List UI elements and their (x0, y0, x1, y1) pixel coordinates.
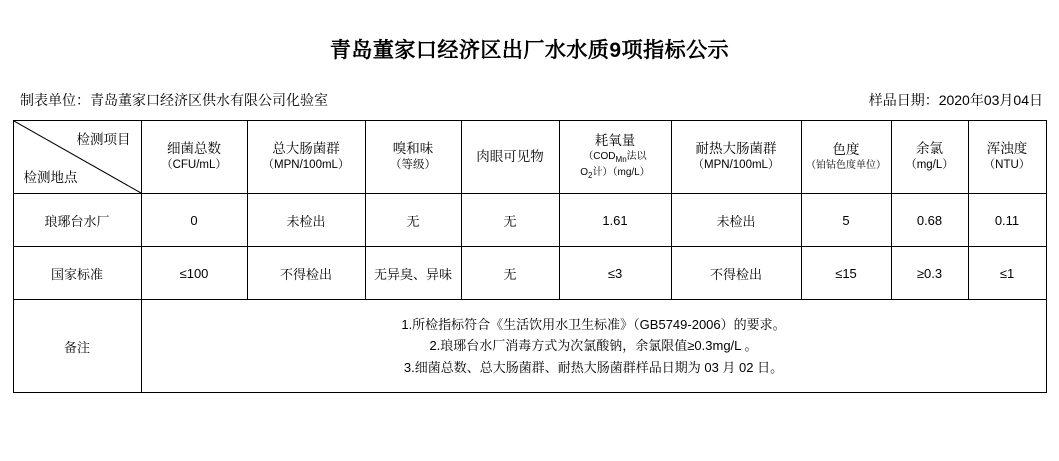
cell-total-coliform: 未检出 (247, 194, 365, 247)
meta-row (0, 90, 1059, 110)
cell-turbidity: 0.11 (968, 194, 1046, 247)
column-unit: （铂钴色度单位） (806, 160, 886, 172)
column-name: 耐热大肠菌群 (695, 141, 777, 157)
cell-total-coliform: 不得检出 (247, 247, 365, 300)
sample-date-label: 样品日期：2020年03月04日 (868, 92, 1043, 108)
remark-line-3: 3.细菌总数、总大肠菌群、耐热大肠菌群样品日期为 03 月 02 日。 (403, 359, 784, 375)
water-quality-table (13, 120, 1047, 393)
column-unit: （MPN/100mL） (262, 159, 350, 172)
table-row (13, 247, 1046, 300)
column-name: 色度 (832, 142, 860, 158)
column-name: 嗅和味 (392, 141, 434, 157)
corner-top-label: 检测项目 (76, 132, 131, 147)
column-unit: （CFU/mL） (161, 159, 227, 172)
remark-row (13, 300, 1046, 393)
column-unit: （NTU） (983, 159, 1031, 172)
column-header-total-coliform (247, 121, 365, 194)
column-name: 余氯 (916, 141, 943, 157)
cell-bacteria-count: ≤100 (141, 247, 247, 300)
corner-bottom-label: 检测地点 (23, 170, 78, 185)
cell-oxygen-consumption: 1.61 (559, 194, 671, 247)
column-header-bacteria-count (141, 121, 247, 194)
column-header-oxygen-consumption (559, 121, 671, 194)
cell-chromaticity: ≤15 (801, 247, 891, 300)
column-unit: （等级） (390, 159, 436, 172)
column-header-visible-matter (461, 121, 559, 194)
column-unit: （mg/L） (905, 159, 954, 172)
column-header-thermotolerant-coliform (671, 121, 801, 194)
column-name: 肉眼可见物 (476, 148, 544, 164)
column-name: 细菌总数 (167, 141, 221, 157)
cell-odor-taste: 无异臭、异味 (365, 247, 461, 300)
column-header-chromaticity (801, 121, 891, 194)
remark-body (141, 300, 1046, 393)
column-name: 耗氧量 (594, 133, 636, 149)
column-header-turbidity (968, 121, 1046, 194)
table-row (13, 194, 1046, 247)
cell-thermotolerant-coliform: 未检出 (671, 194, 801, 247)
column-name: 浑浊度 (986, 141, 1028, 157)
table-corner-header (13, 121, 141, 194)
column-unit: （MPN/100mL） (692, 159, 780, 172)
cell-thermotolerant-coliform: 不得检出 (671, 247, 801, 300)
document-page (0, 34, 1059, 461)
row-label-standard: 国家标准 (13, 247, 141, 300)
cell-oxygen-consumption: ≤3 (559, 247, 671, 300)
column-unit: （$COD_{Mn}$法以 (583, 151, 647, 165)
column-header-odor-taste (365, 121, 461, 194)
cell-odor-taste: 无 (365, 194, 461, 247)
row-label-plant: 琅琊台水厂 (13, 194, 141, 247)
column-unit-2: $O_2$计）（mg/L） (580, 167, 650, 181)
remark-line-1: 1.所检指标符合《生活饮用水卫生标准》（GB5749-2006）的要求。 (401, 316, 786, 332)
cell-visible-matter: 无 (461, 247, 559, 300)
cell-visible-matter: 无 (461, 194, 559, 247)
page-title: 青岛董家口经济区出厂水水质9项指标公示 (329, 39, 730, 62)
cell-residual-chlorine: ≥0.3 (891, 247, 968, 300)
cell-residual-chlorine: 0.68 (891, 194, 968, 247)
maker-unit-label: 制表单位：青岛董家口经济区供水有限公司化验室 (20, 92, 328, 108)
cell-chromaticity: 5 (801, 194, 891, 247)
table-header-row (13, 121, 1046, 194)
cell-bacteria-count: 0 (141, 194, 247, 247)
column-name: 总大肠菌群 (272, 141, 340, 157)
remark-label: 备注 (13, 300, 141, 393)
column-header-residual-chlorine (891, 121, 968, 194)
cell-turbidity: ≤1 (968, 247, 1046, 300)
remark-line-2: 2.琅琊台水厂消毒方式为次氯酸钠，余氯限值≥0.3mg/L 。 (429, 338, 758, 354)
